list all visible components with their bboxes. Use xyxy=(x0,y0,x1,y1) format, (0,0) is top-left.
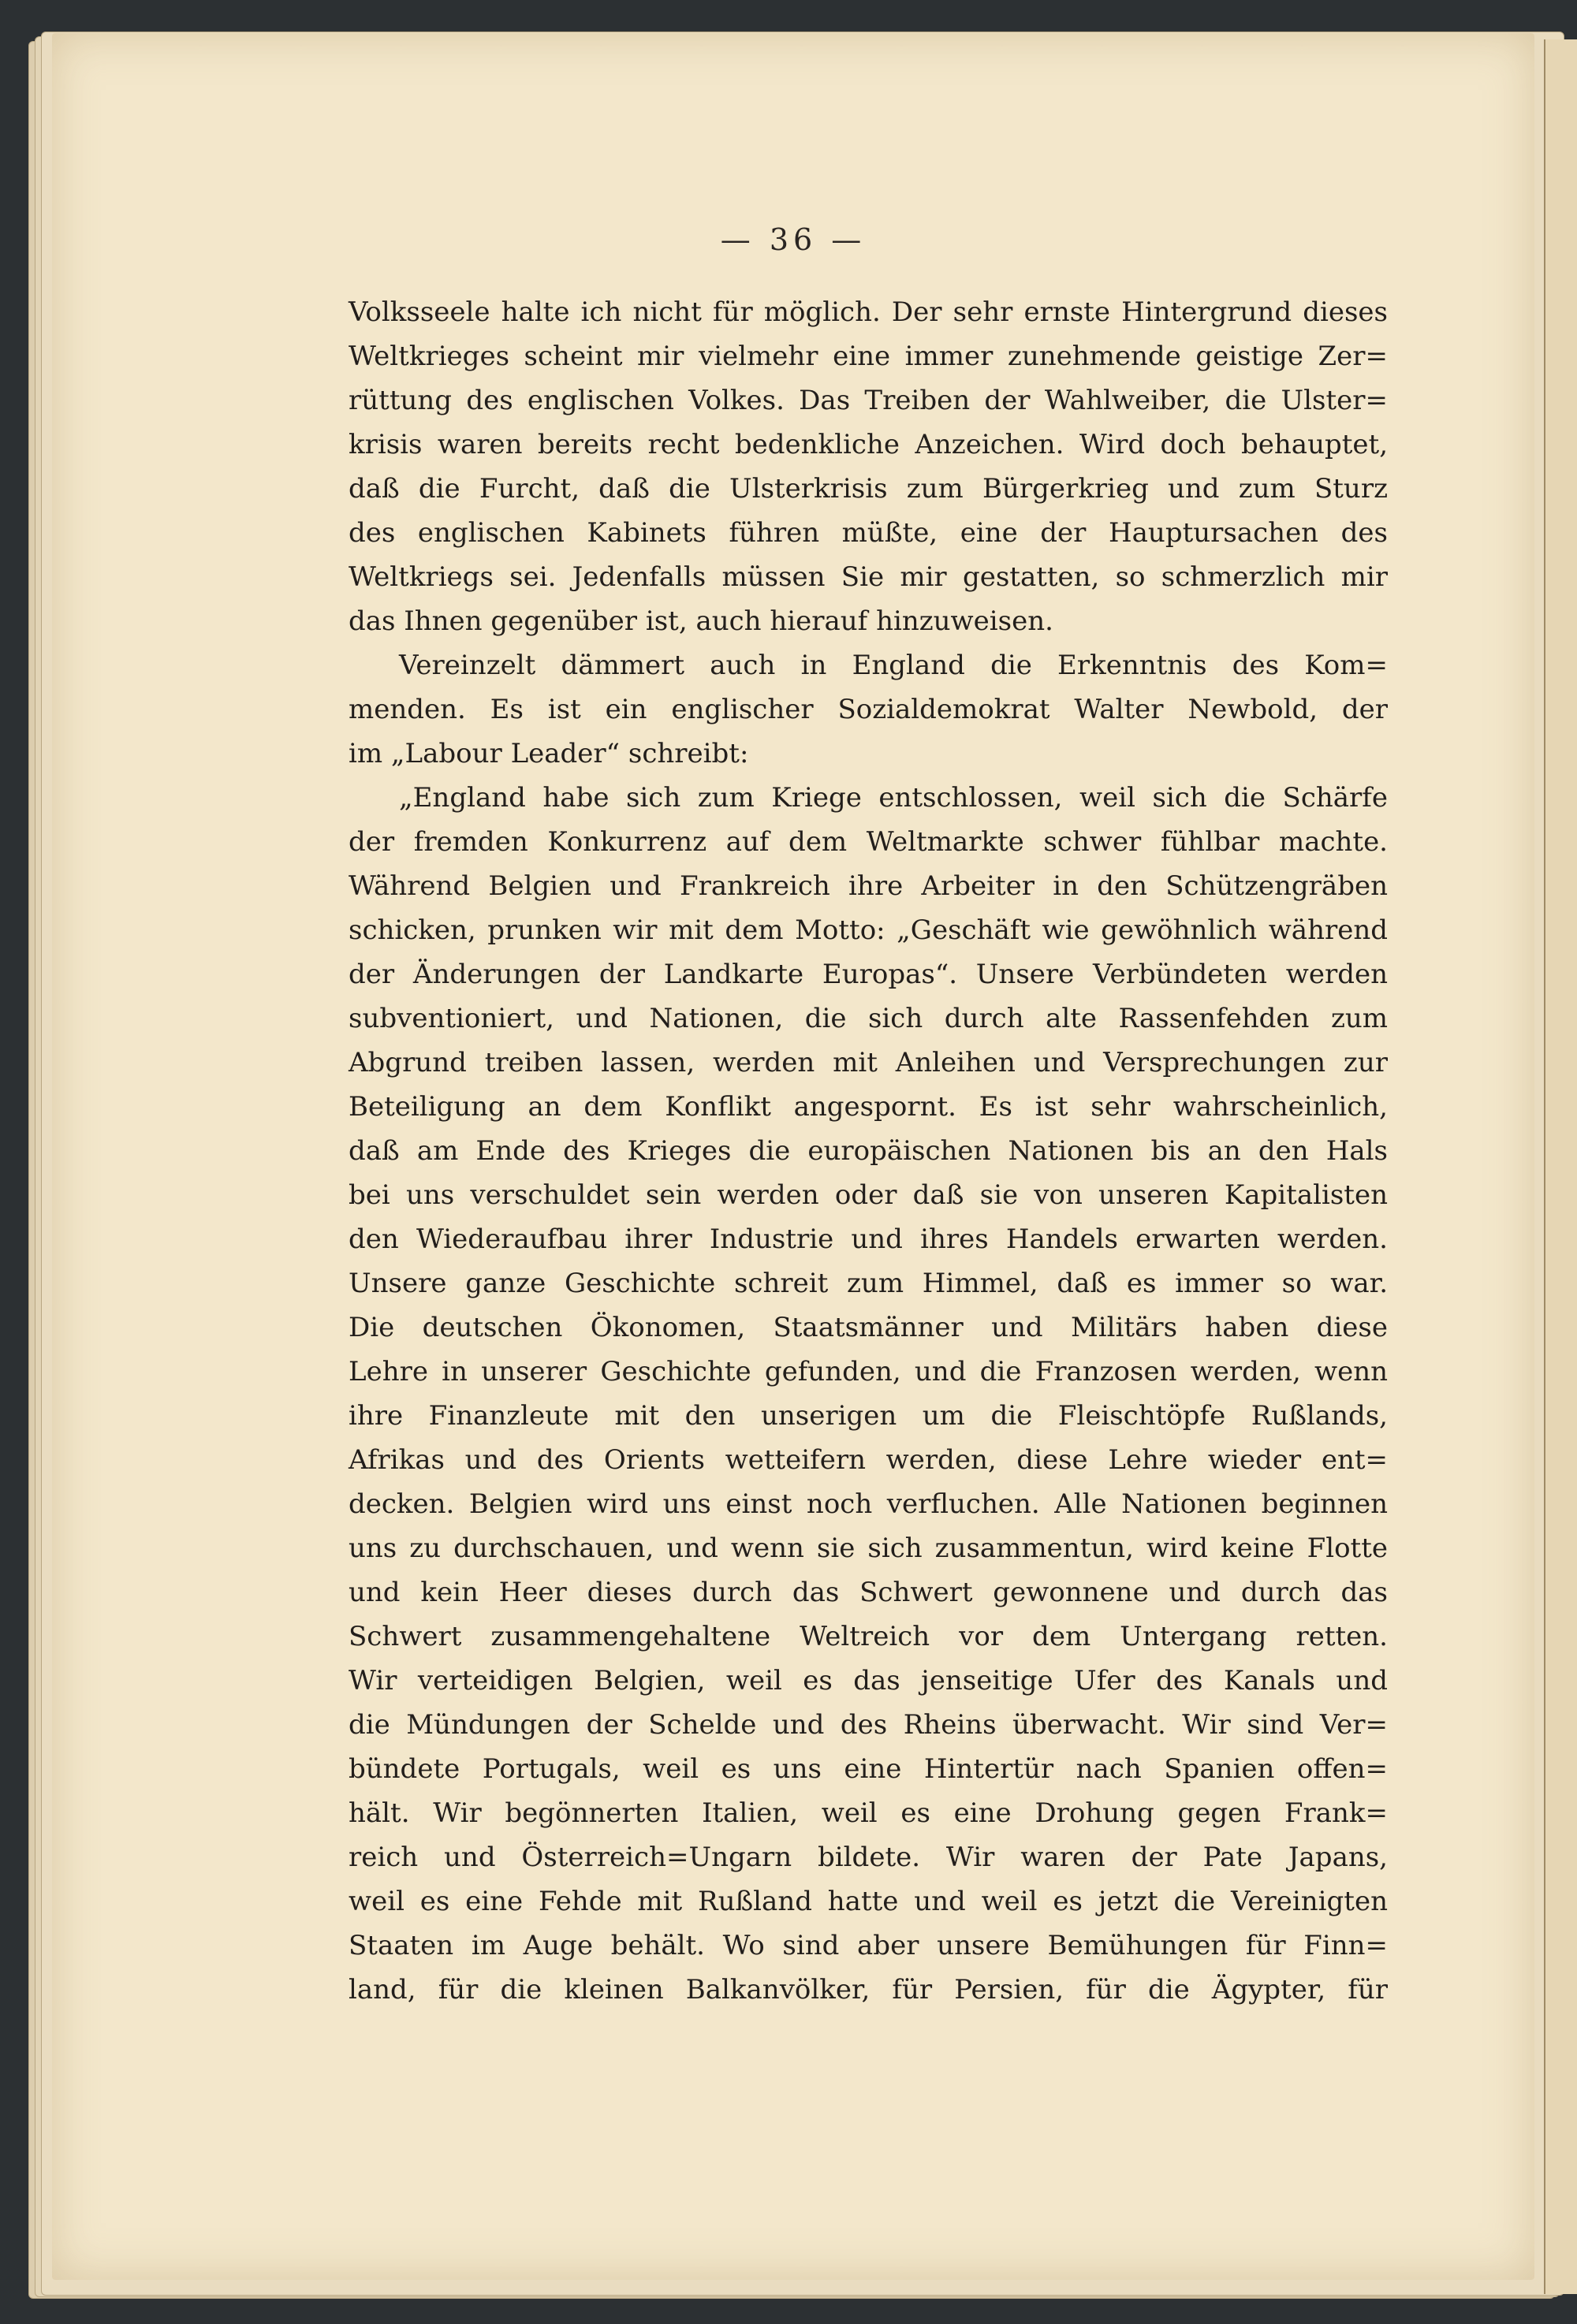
text-line: „England habe sich zum Kriege entschlossen, weil sich die Schärfe xyxy=(399,782,1388,814)
text-line: reich und Österreich=Ungarn bildete. Wir waren der Pate Japans, xyxy=(349,1842,1388,1873)
text-line: schicken, prunken wir mit dem Motto: „Geschäft wie gewöhnlich während xyxy=(349,914,1388,946)
text-line: Staaten im Auge behält. Wo sind aber unsere Bemühungen für Finn= xyxy=(349,1930,1388,1961)
text-line: Wir verteidigen Belgien, weil es das jenseitige Ufer des Kanals und xyxy=(349,1665,1388,1696)
text-line: das Ihnen gegenüber ist, auch hierauf hinzuweisen. xyxy=(349,605,1053,637)
text-line: der Änderungen der Landkarte Europas“. Unsere Verbündeten werden xyxy=(349,959,1388,990)
text-line: die Mündungen der Schelde und des Rheins überwacht. Wir sind Ver= xyxy=(349,1709,1388,1741)
text-line: Abgrund treiben lassen, werden mit Anleihen und Versprechungen zur xyxy=(349,1047,1388,1078)
text-line: land, für die kleinen Balkanvölker, für Persien, für die Ägypter, für xyxy=(349,1974,1388,2006)
text-line: daß am Ende des Krieges die europäischen Nationen bis an den Hals xyxy=(349,1135,1388,1167)
body-text xyxy=(349,290,1388,2012)
text-line: Volksseele halte ich nicht für möglich. Der sehr ernste Hintergrund dieses xyxy=(349,296,1388,328)
text-line: den Wiederaufbau ihrer Industrie und ihres Handels erwarten werden. xyxy=(349,1223,1388,1255)
facing-page-edge xyxy=(1544,39,1577,2294)
text-line: krisis waren bereits recht bedenkliche Anzeichen. Wird doch behauptet, xyxy=(349,429,1388,460)
text-line: Während Belgien und Frankreich ihre Arbeiter in den Schützengräben xyxy=(349,870,1388,902)
text-line: Beteiligung an dem Konflikt angespornt. Es ist sehr wahrscheinlich, xyxy=(349,1091,1388,1123)
text-line: Weltkriegs sei. Jedenfalls müssen Sie mir gestatten, so schmerzlich mir xyxy=(349,561,1388,593)
text-line: rüttung des englischen Volkes. Das Treiben der Wahlweiber, die Ulster= xyxy=(349,385,1388,416)
text-line: Schwert zusammengehaltene Weltreich vor dem Untergang retten. xyxy=(349,1621,1388,1652)
page-number: — 36 — xyxy=(720,222,867,257)
text-line: Unsere ganze Geschichte schreit zum Himmel, daß es immer so war. xyxy=(349,1268,1388,1299)
text-line: im „Labour Leader“ schreibt: xyxy=(349,738,749,769)
text-line: Die deutschen Ökonomen, Staatsmänner und Militärs haben diese xyxy=(349,1312,1388,1343)
text-line: der fremden Konkurrenz auf dem Weltmarkte schwer fühlbar machte. xyxy=(349,826,1388,858)
text-line: und kein Heer dieses durch das Schwert gewonnene und durch das xyxy=(349,1577,1388,1608)
text-line: subventioniert, und Nationen, die sich durch alte Rassenfehden zum xyxy=(349,1003,1388,1034)
text-line: des englischen Kabinets führen müßte, eine der Hauptursachen des xyxy=(349,517,1388,549)
text-line: decken. Belgien wird uns einst noch verfluchen. Alle Nationen beginnen xyxy=(349,1488,1388,1520)
text-line: bündete Portugals, weil es uns eine Hintertür nach Spanien offen= xyxy=(349,1753,1388,1785)
text-line: hält. Wir begönnerten Italien, weil es eine Drohung gegen Frank= xyxy=(349,1797,1388,1829)
text-line: daß die Furcht, daß die Ulsterkrisis zum Bürgerkrieg und zum Sturz xyxy=(349,473,1388,505)
text-line: Afrikas und des Orients wetteifern werden, diese Lehre wieder ent= xyxy=(349,1444,1388,1476)
text-line: uns zu durchschauen, und wenn sie sich zusammentun, wird keine Flotte xyxy=(349,1533,1388,1564)
text-line: Lehre in unserer Geschichte gefunden, und die Franzosen werden, wenn xyxy=(349,1356,1388,1387)
text-line: ihre Finanzleute mit den unserigen um die Fleischtöpfe Rußlands, xyxy=(349,1400,1388,1432)
text-line: weil es eine Fehde mit Rußland hatte und weil es jetzt die Vereinigten xyxy=(349,1886,1388,1917)
text-line: Vereinzelt dämmert auch in England die Erkenntnis des Kom= xyxy=(399,650,1388,681)
text-line: menden. Es ist ein englischer Sozialdemokrat Walter Newbold, der xyxy=(349,694,1388,725)
text-line: Weltkrieges scheint mir vielmehr eine immer zunehmende geistige Zer= xyxy=(349,341,1388,372)
text-line: bei uns verschuldet sein werden oder daß sie von unseren Kapitalisten xyxy=(349,1179,1388,1211)
